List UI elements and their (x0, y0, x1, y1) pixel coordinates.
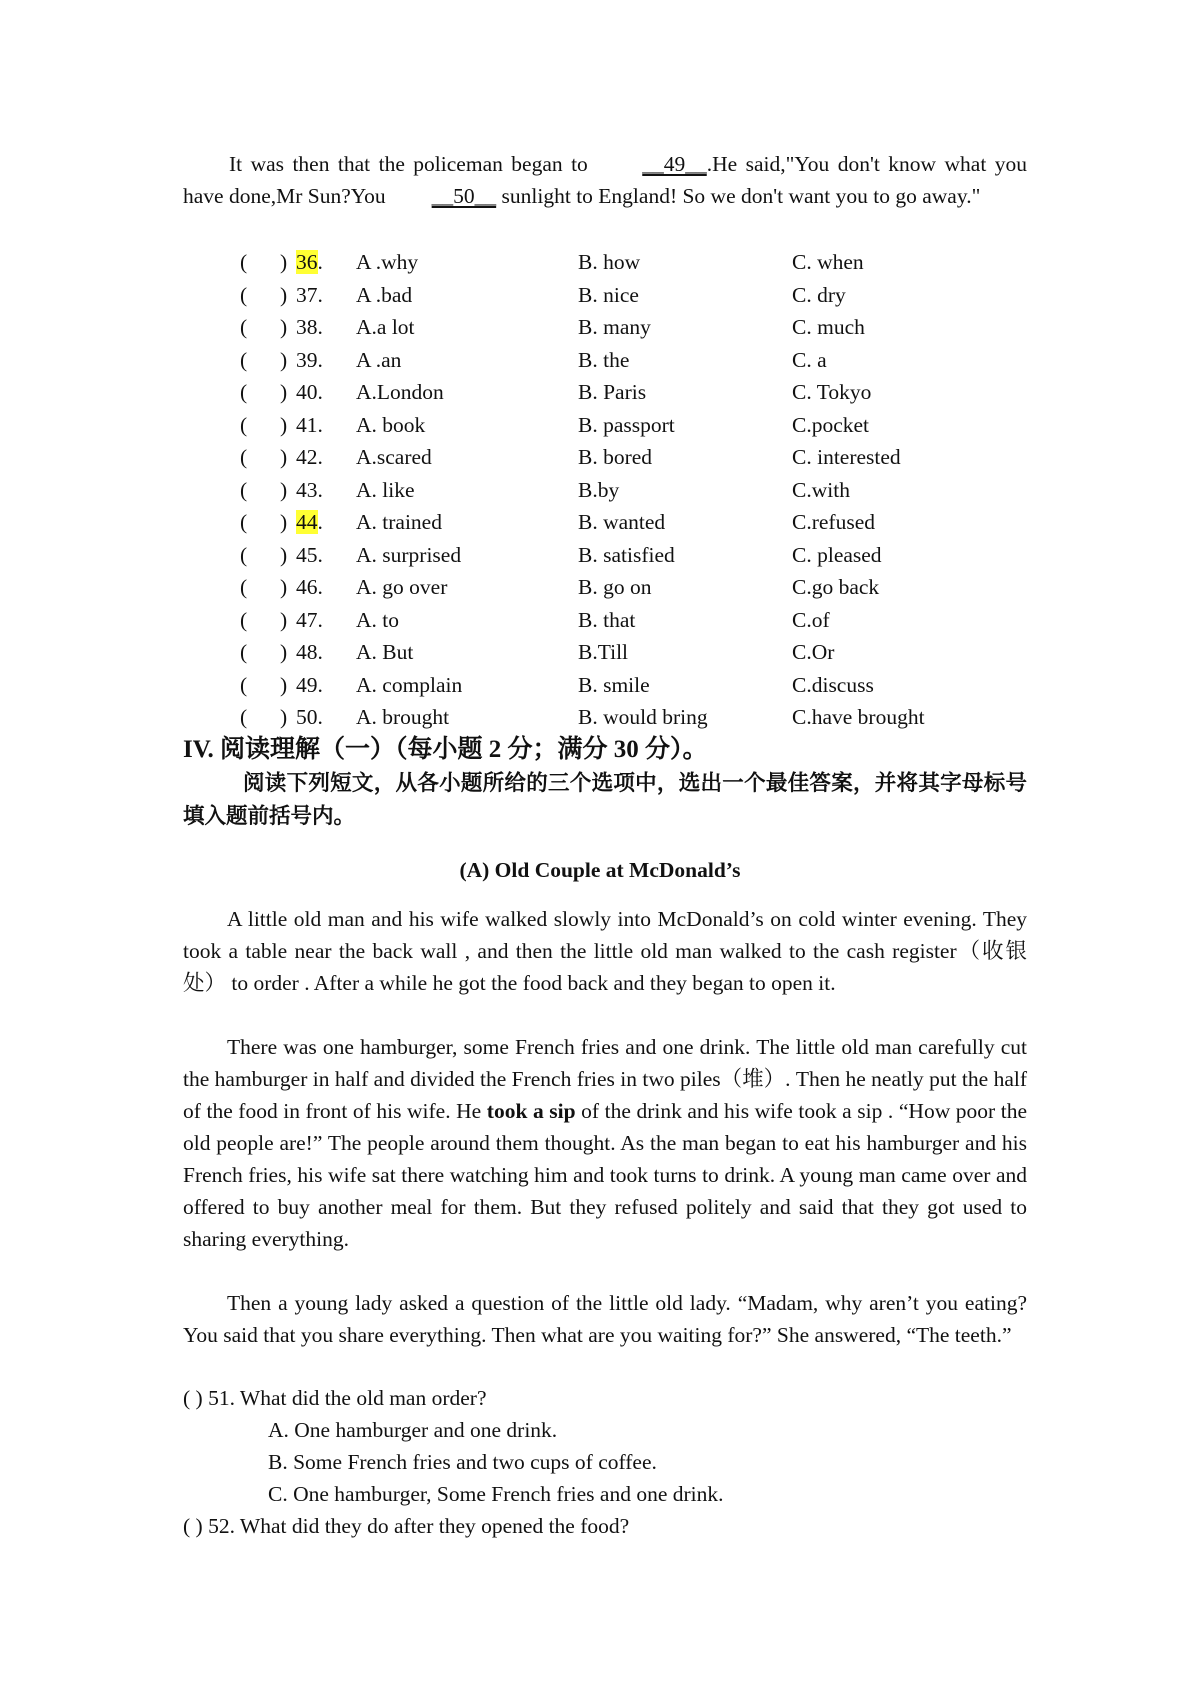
answer-paren-open: ( (240, 575, 248, 599)
option-c: C. interested (792, 445, 901, 469)
question-number-punct: . (317, 347, 323, 372)
option-a: A. complain (356, 672, 463, 697)
question-number (296, 376, 323, 408)
answer-paren-open: ( (240, 282, 248, 307)
option-c: C.refused (792, 510, 875, 534)
option-b: B. satisfied (578, 542, 675, 567)
question-number-value: 43 (296, 477, 318, 502)
question-51-option-c: C. One hamburger, Some French fries and one drink. (268, 1482, 724, 1506)
answer-paren-close: ) (280, 250, 288, 274)
option-c: C. dry (792, 282, 846, 307)
option-a: A. trained (356, 510, 442, 534)
question-number-punct: . (317, 705, 323, 729)
passage-paragraph-1: A little old man and his wife walked slowly into McDonald’s on cold winter evening. They took a table near the back wall , and then the little old man walked to the cash register（收银处） to order . After a while he got the food back and they began to open it. (183, 907, 1027, 995)
option-b: B. passport (578, 412, 675, 437)
answer-paren-open: ( (240, 445, 248, 469)
question-number (296, 279, 323, 311)
option-a: A .why (356, 250, 419, 274)
question-number (296, 474, 323, 506)
answer-paren-open: ( (240, 347, 248, 372)
option-b: B. how (578, 250, 641, 274)
option-c: C. Tokyo (792, 380, 872, 404)
option-a: A.London (356, 380, 444, 404)
question-51-stem: ( ) 51. What did the old man order? (183, 1386, 487, 1410)
section-heading: IV. 阅读理解（一）（每小题 2 分；满分 30 分）。 (183, 736, 708, 763)
answer-paren-close: ) (280, 607, 288, 632)
question-number-punct: . (317, 575, 323, 599)
question-52-stem: ( ) 52. What did they do after they opened the food? (183, 1514, 630, 1538)
option-a: A .an (356, 347, 402, 372)
question-number (296, 311, 323, 343)
question-number-value: 50 (296, 705, 318, 729)
option-b: B. Paris (578, 380, 647, 404)
answer-paren-close: ) (280, 282, 288, 307)
question-number (296, 636, 323, 668)
answer-paren-close: ) (280, 575, 288, 599)
option-a: A. brought (356, 705, 450, 729)
question-number-value: 49 (296, 672, 318, 697)
question-number-punct: . (317, 445, 323, 469)
option-b: B. that (578, 607, 636, 632)
answer-paren-close: ) (280, 640, 288, 664)
question-number-punct: . (317, 672, 323, 697)
question-51-option-a: A. One hamburger and one drink. (268, 1418, 558, 1442)
option-c: C.of (792, 607, 830, 632)
option-c: C.discuss (792, 672, 874, 697)
question-number-punct: . (317, 477, 323, 502)
option-b: B.by (578, 477, 620, 502)
question-number-punct: . (317, 510, 323, 534)
question-number-punct: . (317, 640, 323, 664)
question-number-value: 41 (296, 412, 318, 437)
question-number (296, 669, 323, 701)
question-number-value: 47 (296, 607, 318, 632)
blank-49: __49__ (642, 152, 707, 176)
option-b: B. smile (578, 672, 650, 697)
question-number (296, 571, 323, 603)
question-number-value: 38 (296, 315, 318, 339)
paragraph-text: There was one hamburger, some French fries and one drink. The little old man carefully cut the hamburger in half and divided the French fries in two piles（堆）. Then he neatly put the half of the food in front of his wife. He (183, 1035, 1027, 1123)
answer-paren-open: ( (240, 705, 248, 729)
option-c: C.pocket (792, 412, 870, 437)
option-c: C. pleased (792, 542, 882, 567)
option-a: A. But (356, 640, 414, 664)
answer-paren-close: ) (280, 477, 288, 502)
answer-paren-close: ) (280, 510, 288, 534)
option-c: C. much (792, 315, 865, 339)
question-number-value: 39 (296, 347, 318, 372)
answer-paren-open: ( (240, 477, 248, 502)
option-b: B. go on (578, 575, 652, 599)
question-51-option-b: B. Some French fries and two cups of coffee. (268, 1450, 657, 1474)
question-number-value: 37 (296, 282, 318, 307)
passage-text: .He said,"You don't know what you have done,Mr Sun?You (183, 152, 1027, 208)
question-number-value: 45 (296, 542, 318, 567)
option-c: C.with (792, 477, 850, 502)
question-number-value: 36 (296, 250, 318, 274)
option-b: B. wanted (578, 510, 666, 534)
answer-paren-close: ) (280, 672, 288, 697)
passage-paragraph-2 (183, 1031, 1027, 1255)
answer-paren-open: ( (240, 412, 248, 437)
question-number (296, 539, 323, 571)
option-b: B. nice (578, 282, 639, 307)
option-a: A.scared (356, 445, 432, 469)
question-number-punct: . (317, 412, 323, 437)
question-number (296, 441, 323, 473)
passage-paragraph-3: Then a young lady asked a question of the little old lady. “Madam, why aren’t you eating? You said that you share everything. Then what are you waiting for?” She answered, “The teeth.” (183, 1291, 1027, 1347)
option-a: A .bad (356, 282, 413, 307)
answer-paren-close: ) (280, 412, 288, 437)
question-number-value: 40 (296, 380, 318, 404)
question-number-punct: . (317, 250, 323, 274)
option-a: A. surprised (356, 542, 462, 567)
bold-phrase: took a sip (486, 1099, 576, 1123)
question-number-punct: . (317, 380, 323, 404)
option-b: B. bored (578, 445, 653, 469)
passage-text: It was then that the policeman began to (229, 152, 597, 176)
option-a: A. to (356, 607, 399, 632)
question-number-punct: . (317, 315, 323, 339)
question-number-value: 44 (296, 510, 318, 534)
question-number-value: 48 (296, 640, 318, 664)
answer-paren-close: ) (280, 315, 288, 339)
option-c: C.go back (792, 575, 880, 599)
answer-paren-close: ) (280, 705, 288, 729)
option-c: C. a (792, 347, 827, 372)
option-a: A. go over (356, 575, 448, 599)
option-b: B. many (578, 315, 651, 339)
answer-paren-close: ) (280, 380, 288, 404)
answer-paren-open: ( (240, 672, 248, 697)
question-number-punct: . (317, 607, 323, 632)
blank-50: __50__ (431, 184, 497, 208)
option-c: C.Or (792, 640, 835, 664)
answer-paren-open: ( (240, 510, 248, 534)
question-number (296, 246, 323, 278)
option-a: A. book (356, 412, 426, 437)
answer-paren-open: ( (240, 542, 248, 567)
paragraph-text: of the drink and his wife took a sip . “How poor the old people are!” The people around them thought. As the man began to eat his hamburger and his French fries, his wife sat there watching him and took turns to drink. A young man came over and offered to buy another meal for them. But they refused politely and said that they got used to sharing everything. (183, 1099, 1028, 1251)
option-b: B. the (578, 347, 630, 372)
question-number (296, 409, 323, 441)
question-number (296, 604, 323, 636)
option-c: C. when (792, 250, 864, 274)
question-number-punct: . (317, 282, 323, 307)
option-a: A.a lot (356, 315, 415, 339)
answer-paren-open: ( (240, 315, 248, 339)
answer-paren-close: ) (280, 347, 288, 372)
answer-paren-open: ( (240, 640, 248, 664)
question-number-value: 46 (296, 575, 318, 599)
option-a: A. like (356, 477, 415, 502)
question-number (296, 701, 323, 733)
answer-paren-open: ( (240, 607, 248, 632)
passage-text: sunlight to England! So we don't want you to go away." (496, 184, 981, 208)
option-b: B. would bring (578, 705, 708, 729)
answer-paren-close: ) (280, 542, 288, 567)
passage-ending (183, 148, 1027, 212)
answer-paren-close: ) (280, 445, 288, 469)
answer-paren-open: ( (240, 380, 248, 404)
question-number (296, 506, 323, 538)
question-number-value: 42 (296, 445, 318, 469)
question-number-punct: . (317, 542, 323, 567)
option-b: B.Till (578, 640, 629, 664)
answer-paren-open: ( (240, 250, 248, 274)
section-instruction: 阅读下列短文，从各小题所给的三个选项中，选出一个最佳答案，并将其字母标号填入题前括号内。 (183, 771, 1027, 828)
question-number (296, 344, 323, 376)
passage-title: (A) Old Couple at McDonald’s (459, 858, 741, 882)
option-c: C.have brought (792, 705, 925, 729)
